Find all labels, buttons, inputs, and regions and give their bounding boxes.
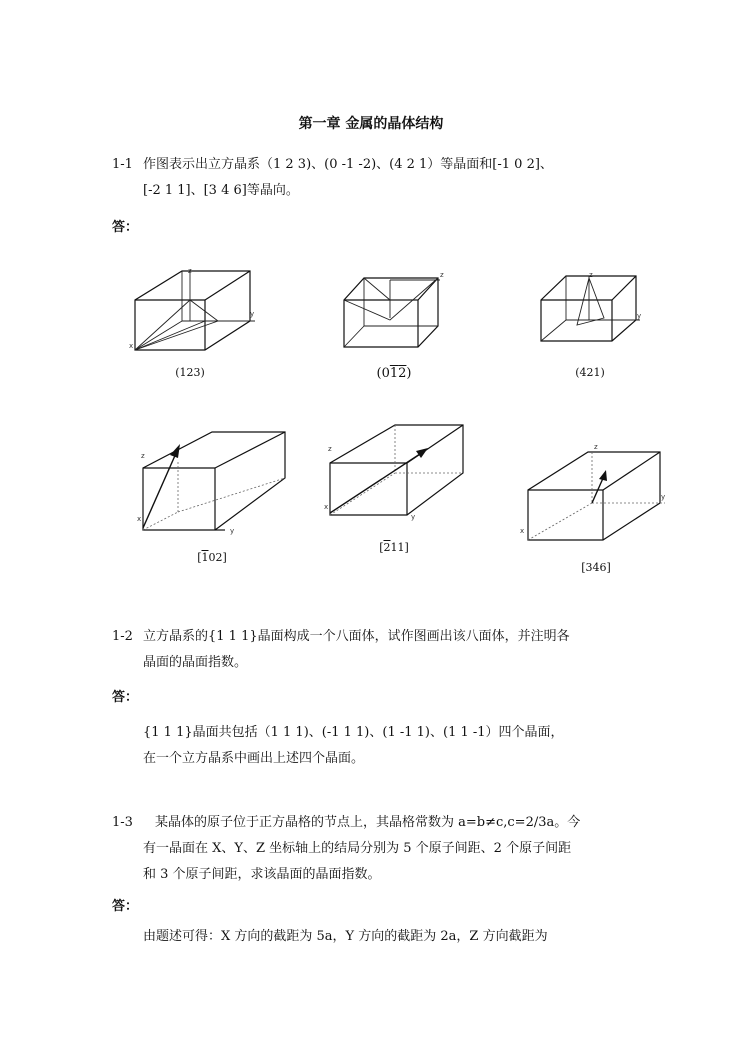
figure-direction-102 xyxy=(143,432,285,530)
figure-direction-211 xyxy=(330,425,463,515)
caption-421: (421) xyxy=(575,366,605,379)
q1-text-line1: 作图表示出立方晶系（1 2 3)、(0 -1 -2)、(4 2 1）等晶面和[-1 0 2]、 xyxy=(143,157,553,172)
figure-plane-012 xyxy=(344,278,440,347)
q3-answer-label: 答： xyxy=(112,899,139,914)
figure-plane-421 xyxy=(541,276,640,341)
q3-answer-line1: 由题述可得：X 方向的截距为 5a，Y 方向的截距为 2a，Z 方向截距为 xyxy=(143,929,548,944)
figure-direction-346 xyxy=(528,452,665,540)
fig5-axis-y: y xyxy=(411,513,416,521)
q3-text-line3: 和 3 个原子间距，求该晶面的晶面指数。 xyxy=(143,867,381,882)
q2-answer-line1: {1 1 1}晶面共包括（1 1 1)、(-1 1 1)、(1 -1 1)、(1 1 -1）四个晶面， xyxy=(143,725,564,740)
caption-346: [346] xyxy=(581,561,611,574)
q1-number: 1-1 xyxy=(112,157,133,172)
fig3-axis-z: z xyxy=(589,271,593,279)
figure-plane-123 xyxy=(135,270,255,350)
q3-text-line1: 某晶体的原子位于正方晶格的节点上，其晶格常数为 a=b≠c,c=2/3a。今 xyxy=(155,815,581,830)
caption-012: (012) xyxy=(376,366,412,381)
fig3-axis-y: y xyxy=(637,312,642,320)
caption-211: [211] xyxy=(379,541,409,554)
fig4-axis-x: x xyxy=(137,515,142,523)
fig1-axis-x: x xyxy=(129,342,134,350)
q2-answer-line2: 在一个立方晶系中画出上述四个晶面。 xyxy=(143,751,365,766)
caption-123: (123) xyxy=(175,366,205,379)
q2-answer-label: 答： xyxy=(112,690,139,705)
fig2-axis-z: z xyxy=(440,271,444,279)
q2-text-line2: 晶面的晶面指数。 xyxy=(143,655,248,670)
q3-number: 1-3 xyxy=(112,815,133,830)
fig6-axis-y: y xyxy=(661,493,666,501)
chapter-title: 第一章 金属的晶体结构 xyxy=(298,116,444,132)
q1-answer-label: 答： xyxy=(112,220,139,235)
fig4-axis-y: y xyxy=(230,527,235,535)
fig1-axis-y: y xyxy=(250,310,255,318)
fig4-axis-z: z xyxy=(141,452,145,460)
fig1-axis-z: z xyxy=(188,267,192,275)
fig6-axis-x: x xyxy=(520,527,525,535)
q1-text-line2: [-2 1 1]、[3 4 6]等晶向。 xyxy=(143,183,299,198)
fig5-axis-z: z xyxy=(328,445,332,453)
q3-text-line2: 有一晶面在 X、Y、Z 坐标轴上的结局分别为 5 个原子间距、2 个原子间距 xyxy=(143,841,572,856)
q2-number: 1-2 xyxy=(112,629,133,644)
fig6-axis-z: z xyxy=(594,443,598,451)
fig5-axis-x: x xyxy=(324,503,329,511)
q2-text-line1: 立方晶系的{1 1 1}晶面构成一个八面体，试作图画出该八面体，并注明各 xyxy=(143,629,570,644)
caption-102: [102] xyxy=(197,551,227,564)
